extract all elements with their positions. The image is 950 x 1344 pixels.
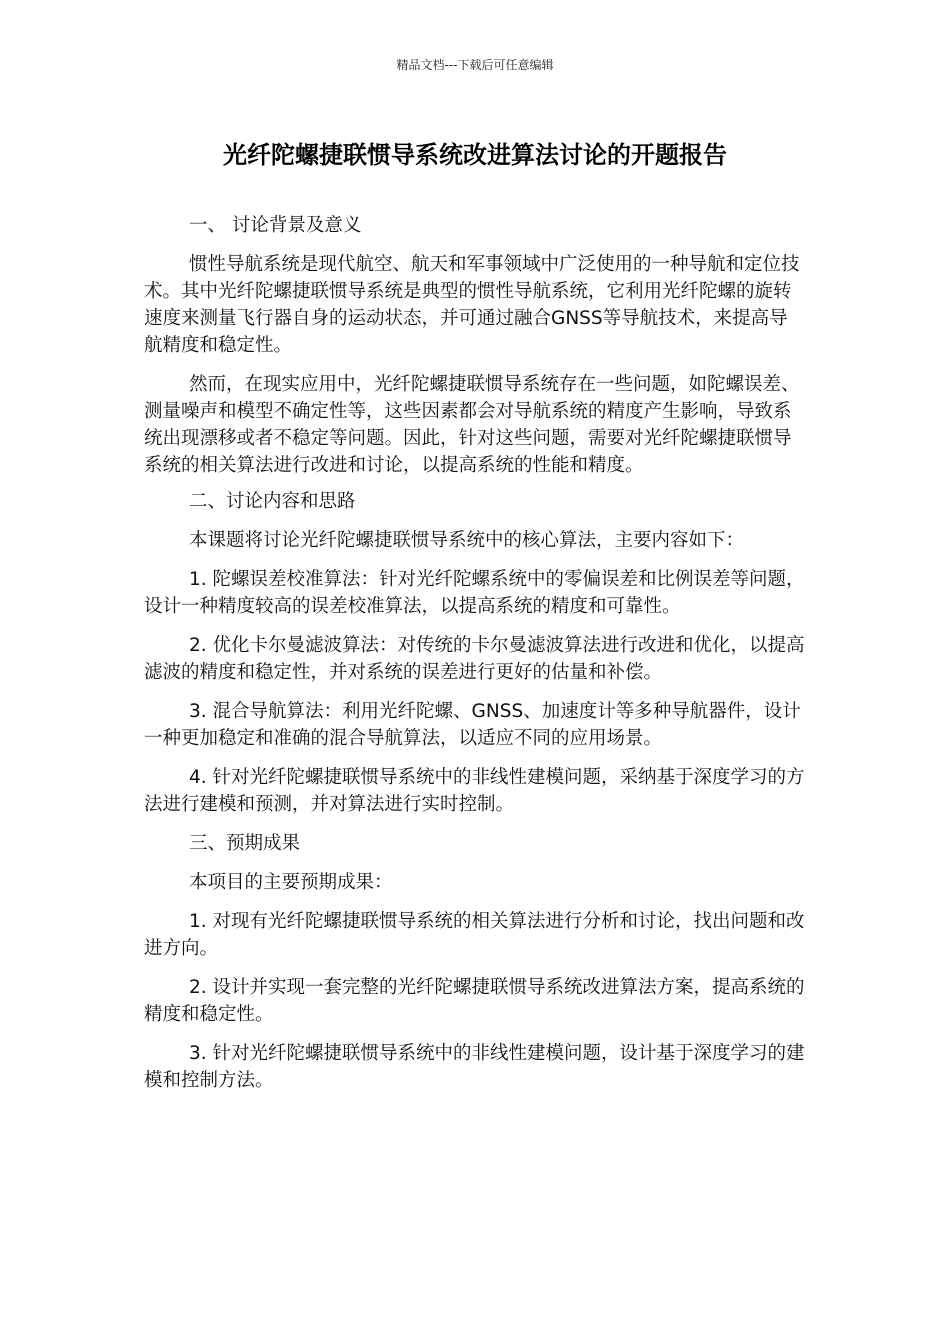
- section-2-intro: 本课题将讨论光纤陀螺捷联惯导系统中的核心算法，主要内容如下：: [189, 530, 745, 551]
- section-3-intro: 本项目的主要预期成果：: [189, 872, 393, 893]
- section-2-item-2: 2. 优化卡尔曼滤波算法：对传统的卡尔曼滤波算法进行改进和优化，以提高滤波的精度和稳定性，并对系统的误差进行更好的估量和补偿。: [144, 635, 805, 683]
- section-2-item-1: 1. 陀螺误差校准算法：针对光纤陀螺系统中的零偏误差和比例误差等问题，设计一种精度较高的误差校准算法，以提高系统的精度和可靠性。: [144, 569, 805, 617]
- section-3-item-2: 2. 设计并实现一套完整的光纤陀螺捷联惯导系统改进算法方案，提高系统的精度和稳定性。: [144, 977, 805, 1025]
- section-1-paragraph-1: 惯性导航系统是现代航空、航天和军事领域中广泛使用的一种导航和定位技术。其中光纤陀螺捷联惯导系统是典型的惯性导航系统，它利用光纤陀螺的旋转速度来测量飞行器自身的运动状态，并可通过融合GNSS等导航技术，来提高导航精度和稳定性。: [144, 254, 800, 356]
- section-3-item-3: 3. 针对光纤陀螺捷联惯导系统中的非线性建模问题，设计基于深度学习的建模和控制方法。: [144, 1043, 805, 1091]
- section-2-item-3: 3. 混合导航算法：利用光纤陀螺、GNSS、加速度计等多种导航器件，设计一种更加稳定和准确的混合导航算法，以适应不同的应用场景。: [144, 701, 801, 749]
- section-2-heading: 二、讨论内容和思路: [189, 491, 356, 512]
- section-3-heading: 三、预期成果: [189, 833, 301, 854]
- document-body: [144, 212, 806, 1094]
- document-title: 光纤陀螺捷联惯导系统改进算法讨论的开题报告: [223, 141, 727, 169]
- section-1-heading: 一、 讨论背景及意义: [189, 215, 362, 236]
- section-3-item-1: 1. 对现有光纤陀螺捷联惯导系统的相关算法进行分析和讨论，找出问题和改进方向。: [144, 911, 805, 959]
- section-2-item-4: 4. 针对光纤陀螺捷联惯导系统中的非线性建模问题，采纳基于深度学习的方法进行建模和预测，并对算法进行实时控制。: [144, 767, 805, 815]
- section-1-paragraph-2: 然而，在现实应用中，光纤陀螺捷联惯导系统存在一些问题，如陀螺误差、测量噪声和模型不确定性等，这些因素都会对导航系统的精度产生影响，导致系统出现漂移或者不稳定等问题。因此，针对这些问题，需要对光纤陀螺捷联惯导系统的相关算法进行改进和讨论，以提高系统的性能和精度。: [144, 374, 800, 476]
- header-note: 精品文档---下载后可任意编辑: [396, 58, 554, 72]
